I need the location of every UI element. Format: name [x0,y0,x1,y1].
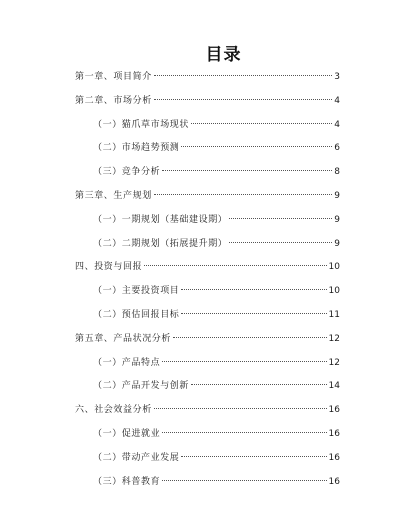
toc-entry-page-number: 9 [334,238,340,249]
toc-dot-leader [154,75,332,76]
toc-dot-leader [181,146,332,147]
toc-entry[interactable] [75,137,340,161]
toc-entry-page-number: 9 [334,190,340,201]
toc-entry-page-number: 4 [334,119,340,130]
toc-entry[interactable] [75,304,340,328]
toc-entry[interactable] [75,256,340,280]
toc-entry-label: 第一章、项目简介 [75,72,152,82]
toc-entry-label: （三）竞争分析 [93,167,161,178]
toc-entry-page-number: 14 [328,381,340,392]
toc-dot-leader [154,99,332,100]
toc-entry-page-number: 12 [328,357,340,368]
toc-dot-leader [191,384,327,385]
toc-dot-leader [154,408,327,409]
toc-entry-label: 六、社会效益分析 [75,405,152,416]
toc-entry-page-number: 16 [328,405,340,416]
toc-entry-page-number: 16 [328,452,340,463]
toc-entry-label: （二）预估回报目标 [93,309,180,320]
toc-dot-leader [144,265,326,266]
toc-dot-leader [154,194,332,195]
toc-entry-label: （一）产品特点 [93,357,161,368]
toc-entry-page-number: 6 [334,143,340,154]
toc-entry-page-number: 3 [334,72,340,82]
toc-entry-label: （一）一期规划（基础建设期） [93,214,228,225]
toc-entry-label: （二）二期规划（拓展提升期） [93,238,228,249]
toc-entry-label: 第二章、市场分析 [75,95,152,106]
toc-entry-label: （一）猫爪草市场现状 [93,119,190,130]
toc-dot-leader [162,361,326,362]
toc-dot-leader [162,432,326,433]
toc-entry-label: （二）市场趋势预测 [93,143,180,154]
toc-entry[interactable] [75,328,340,352]
toc-entry[interactable] [75,375,340,399]
toc-entry[interactable] [75,114,340,138]
toc-entry-label: （三）科普教育 [93,476,161,487]
toc-entry-page-number: 12 [328,333,340,344]
toc-entry[interactable] [75,423,340,447]
toc-entry[interactable] [75,185,340,209]
toc-entry-label: （二）带动产业发展 [93,452,180,463]
toc-dot-leader [162,170,332,171]
toc-list [75,66,340,494]
toc-entry-page-number: 9 [334,214,340,225]
toc-entry[interactable] [75,209,340,233]
toc-entry-label: （二）产品开发与创新 [93,381,190,392]
toc-entry-page-number: 4 [334,95,340,106]
toc-entry-page-number: 10 [328,286,340,297]
toc-entry[interactable] [75,447,340,471]
toc-entry-page-number: 16 [328,428,340,439]
toc-dot-leader [181,456,326,457]
toc-entry[interactable] [75,90,340,114]
toc-entry[interactable] [75,280,340,304]
toc-entry-label: （一）主要投资项目 [93,286,180,297]
toc-entry[interactable] [75,233,340,257]
toc-entry-page-number: 10 [328,262,340,273]
toc-dot-leader [173,337,327,338]
toc-dot-leader [181,289,326,290]
toc-entry-label: 第三章、生产规划 [75,190,152,201]
toc-title: 目录 [205,45,242,65]
toc-entry-label: （一）促进就业 [93,428,161,439]
toc-entry[interactable] [75,66,340,90]
toc-entry[interactable] [75,352,340,376]
toc-dot-leader [229,218,332,219]
toc-dot-leader [162,480,326,481]
toc-entry[interactable] [75,471,340,495]
toc-entry[interactable] [75,399,340,423]
toc-entry[interactable] [75,161,340,185]
toc-dot-leader [229,242,332,243]
toc-dot-leader [191,123,332,124]
toc-entry-page-number: 11 [328,309,340,320]
toc-entry-label: 四、投资与回报 [75,262,143,273]
toc-entry-page-number: 8 [334,167,340,178]
toc-entry-page-number: 16 [328,476,340,487]
toc-dot-leader [181,313,326,314]
toc-entry-label: 第五章、产品状况分析 [75,333,172,344]
